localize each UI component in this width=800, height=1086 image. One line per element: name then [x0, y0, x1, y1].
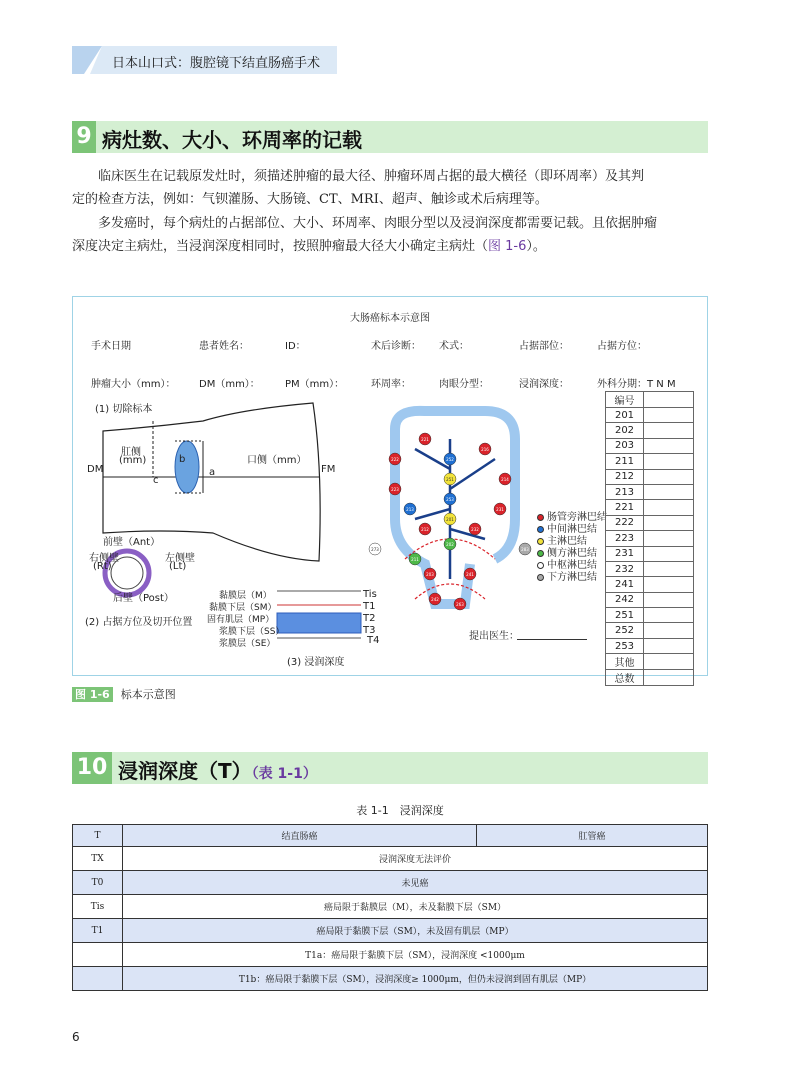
section-title: 浸润深度（T）（表 1-1）: [118, 759, 317, 783]
code-row: 231: [606, 546, 694, 561]
table-row: T0 未见癌: [73, 871, 708, 895]
layer-label: 浆膜下层（SS）: [219, 627, 285, 637]
left-wall-abbr: (Lt): [169, 561, 187, 572]
lymph-node-label: 222: [391, 457, 399, 462]
code-row: 242: [606, 592, 694, 607]
code-row: 232: [606, 561, 694, 576]
form-field: 肿瘤大小（mm）：: [91, 379, 176, 390]
page-number: 6: [72, 1030, 80, 1044]
form-field: 术后诊断：: [371, 341, 421, 352]
lymph-node-label: 263: [456, 602, 464, 607]
table-row: Tis 癌局限于黏膜层（M），未及黏膜下层（SM）: [73, 895, 708, 919]
form-field: 浸润深度：: [519, 379, 569, 390]
layer-label: 黏膜层（M）: [219, 591, 272, 601]
code-row: 253: [606, 638, 694, 653]
dm-label: DM: [87, 464, 104, 475]
t-code: T1: [363, 601, 376, 612]
code-row: 213: [606, 484, 694, 499]
layer-label: 固有肌层（MP）: [207, 615, 275, 625]
dim-a-label: a: [209, 467, 216, 478]
section-10-heading: [72, 752, 708, 784]
depth-layers: [277, 591, 361, 638]
lymph-node-label: 242: [431, 597, 439, 602]
caption-text: 标本示意图: [120, 688, 176, 701]
legend-item: 中间淋巴结: [537, 520, 597, 535]
anterior-wall-label: 前壁（Ant）: [103, 537, 161, 548]
running-header: [72, 46, 337, 74]
legend-item: 侧方淋巴结: [537, 544, 597, 559]
legend-item: 主淋巴结: [537, 532, 587, 547]
lymph-node-label: 202: [446, 542, 454, 547]
legend-item: 肠管旁淋巴结: [537, 508, 607, 523]
lymph-node-map: [355, 399, 545, 621]
code-row: 221: [606, 500, 694, 515]
paragraph-1: 临床医生在记载原发灶时，须描述肿瘤的最大径、肿瘤环周占据的最大横径（即环周率）及其判 定的检查方法，例如：气钡灌肠、大肠镜、CT、MRI、超声、触诊或术后病理等。: [72, 169, 645, 207]
lymph-node-label: 251: [446, 477, 454, 482]
table-header: 肛管癌: [477, 825, 708, 847]
dim-c-label: c: [153, 475, 159, 486]
lymph-node-label: 252: [446, 457, 454, 462]
form-field: 环周率：: [371, 379, 411, 390]
form-field: 患者姓名：: [199, 341, 249, 352]
table-header: 结直肠癌: [123, 825, 477, 847]
lymph-node-label: 221: [421, 437, 429, 442]
t-code: Tis: [363, 589, 377, 600]
paragraph-2: 多发癌时，每个病灶的占据部位、大小、环周率、肉眼分型以及浸润深度都需要记载。且依据肿瘤 深度决定主病灶，当浸润深度相同时，按照肿瘤最大径大小确定主病灶（图 1-6）。: [72, 216, 658, 254]
form-field: ID：: [285, 341, 306, 352]
form-field: 肉眼分型：: [439, 379, 489, 390]
depth-table: [72, 824, 708, 991]
table-reference[interactable]: （表 1-1）: [251, 766, 317, 782]
code-row: 212: [606, 469, 694, 484]
figure-title: 大肠癌标本示意图: [350, 313, 430, 324]
form-field: 外科分期：T N M: [597, 379, 676, 390]
t-code: T2: [363, 613, 376, 624]
running-title: 日本山口式：腹腔镜下结直肠癌手术: [112, 56, 321, 71]
form-field: PM（mm）：: [285, 379, 345, 390]
code-row: 总数: [606, 670, 694, 686]
layer-label: 浆膜层（SE）: [219, 639, 276, 649]
form-field: 占据方位：: [597, 341, 647, 352]
code-row: 201: [606, 408, 694, 423]
right-wall-abbr: (Rt): [93, 561, 112, 572]
specimen-label: (1) 切除标本: [95, 404, 153, 415]
specimen-figure: [72, 296, 708, 686]
position-label: (2) 占据方位及切开位置: [85, 617, 193, 628]
figure-reference[interactable]: 图 1-6: [488, 239, 527, 254]
lymph-node-label: 241: [466, 572, 474, 577]
lymph-node-label: 232: [471, 527, 479, 532]
form-field: DM（mm）：: [199, 379, 260, 390]
submitter-line: [517, 639, 587, 640]
layer-label: 黏膜下层（SM）: [209, 603, 277, 613]
code-row: 编号: [606, 392, 694, 408]
anal-side-label: 肛侧: [121, 447, 141, 458]
lymph-node-label: 273: [371, 547, 379, 552]
dim-b-label: b: [179, 454, 186, 465]
table-row: T1a：癌局限于黏膜下层（SM），浸润深度 <1000μm: [73, 943, 708, 967]
fm-label: FM: [321, 464, 336, 475]
posterior-wall-label: 后壁（Post）: [113, 593, 174, 604]
table-header: T: [73, 825, 123, 847]
form-field: 手术日期: [91, 341, 131, 352]
code-row: 241: [606, 577, 694, 592]
lymph-node-label: 223: [391, 487, 399, 492]
lymph-node-label: 203: [426, 572, 434, 577]
code-row: 其他: [606, 654, 694, 670]
tumor-ellipse: [175, 441, 199, 493]
left-wall-label: 左侧壁: [165, 553, 195, 564]
lymph-node-label: 253: [446, 497, 454, 502]
section-9-heading: [72, 121, 708, 153]
code-row: 211: [606, 454, 694, 469]
lymph-node-label: 201: [446, 517, 454, 522]
form-field: 术式：: [439, 341, 469, 352]
anal-side-unit: (mm): [119, 455, 147, 466]
code-row: 251: [606, 608, 694, 623]
right-wall-label: 右侧壁: [89, 553, 119, 564]
table-row: TX 浸润深度无法评价: [73, 847, 708, 871]
lymph-node-label: 211: [411, 557, 419, 562]
table-row: T1 癌局限于黏膜下层（SM），未及固有肌层（MP）: [73, 919, 708, 943]
table-title: 表 1-1 浸润深度: [356, 804, 444, 817]
node-code-table: [605, 391, 694, 686]
code-row: 222: [606, 515, 694, 530]
section-title: 病灶数、大小、环周率的记载: [102, 128, 362, 152]
figure-caption: [72, 686, 176, 702]
lymph-node-label: 216: [481, 447, 489, 452]
code-row: 203: [606, 438, 694, 453]
section-number: 9: [72, 121, 96, 153]
lymph-node-label: 283: [521, 547, 529, 552]
caption-tag: 图 1-6: [72, 687, 113, 702]
section-number: 10: [72, 752, 112, 784]
legend-item: 中枢淋巴结: [537, 556, 597, 571]
code-row: 202: [606, 423, 694, 438]
depth-label: (3) 浸润深度: [287, 657, 345, 668]
submitter-label: 提出医生：: [469, 631, 519, 642]
form-field: 占据部位：: [519, 341, 569, 352]
t-code: T4: [367, 635, 380, 646]
legend-item: 下方淋巴结: [537, 568, 597, 583]
lymph-node-label: 214: [501, 477, 509, 482]
lymph-node-label: 212: [421, 527, 429, 532]
lymph-node-label: 231: [496, 507, 504, 512]
oral-side-label: 口侧（mm）: [247, 455, 307, 466]
code-row: 252: [606, 623, 694, 638]
lymph-node-label: 213: [406, 507, 414, 512]
t-code: T3: [363, 625, 376, 636]
code-row: 223: [606, 531, 694, 546]
table-row: T1b：癌局限于黏膜下层（SM），浸润深度≥ 1000μm，但仍未浸润到固有肌层（MP）: [73, 967, 708, 991]
